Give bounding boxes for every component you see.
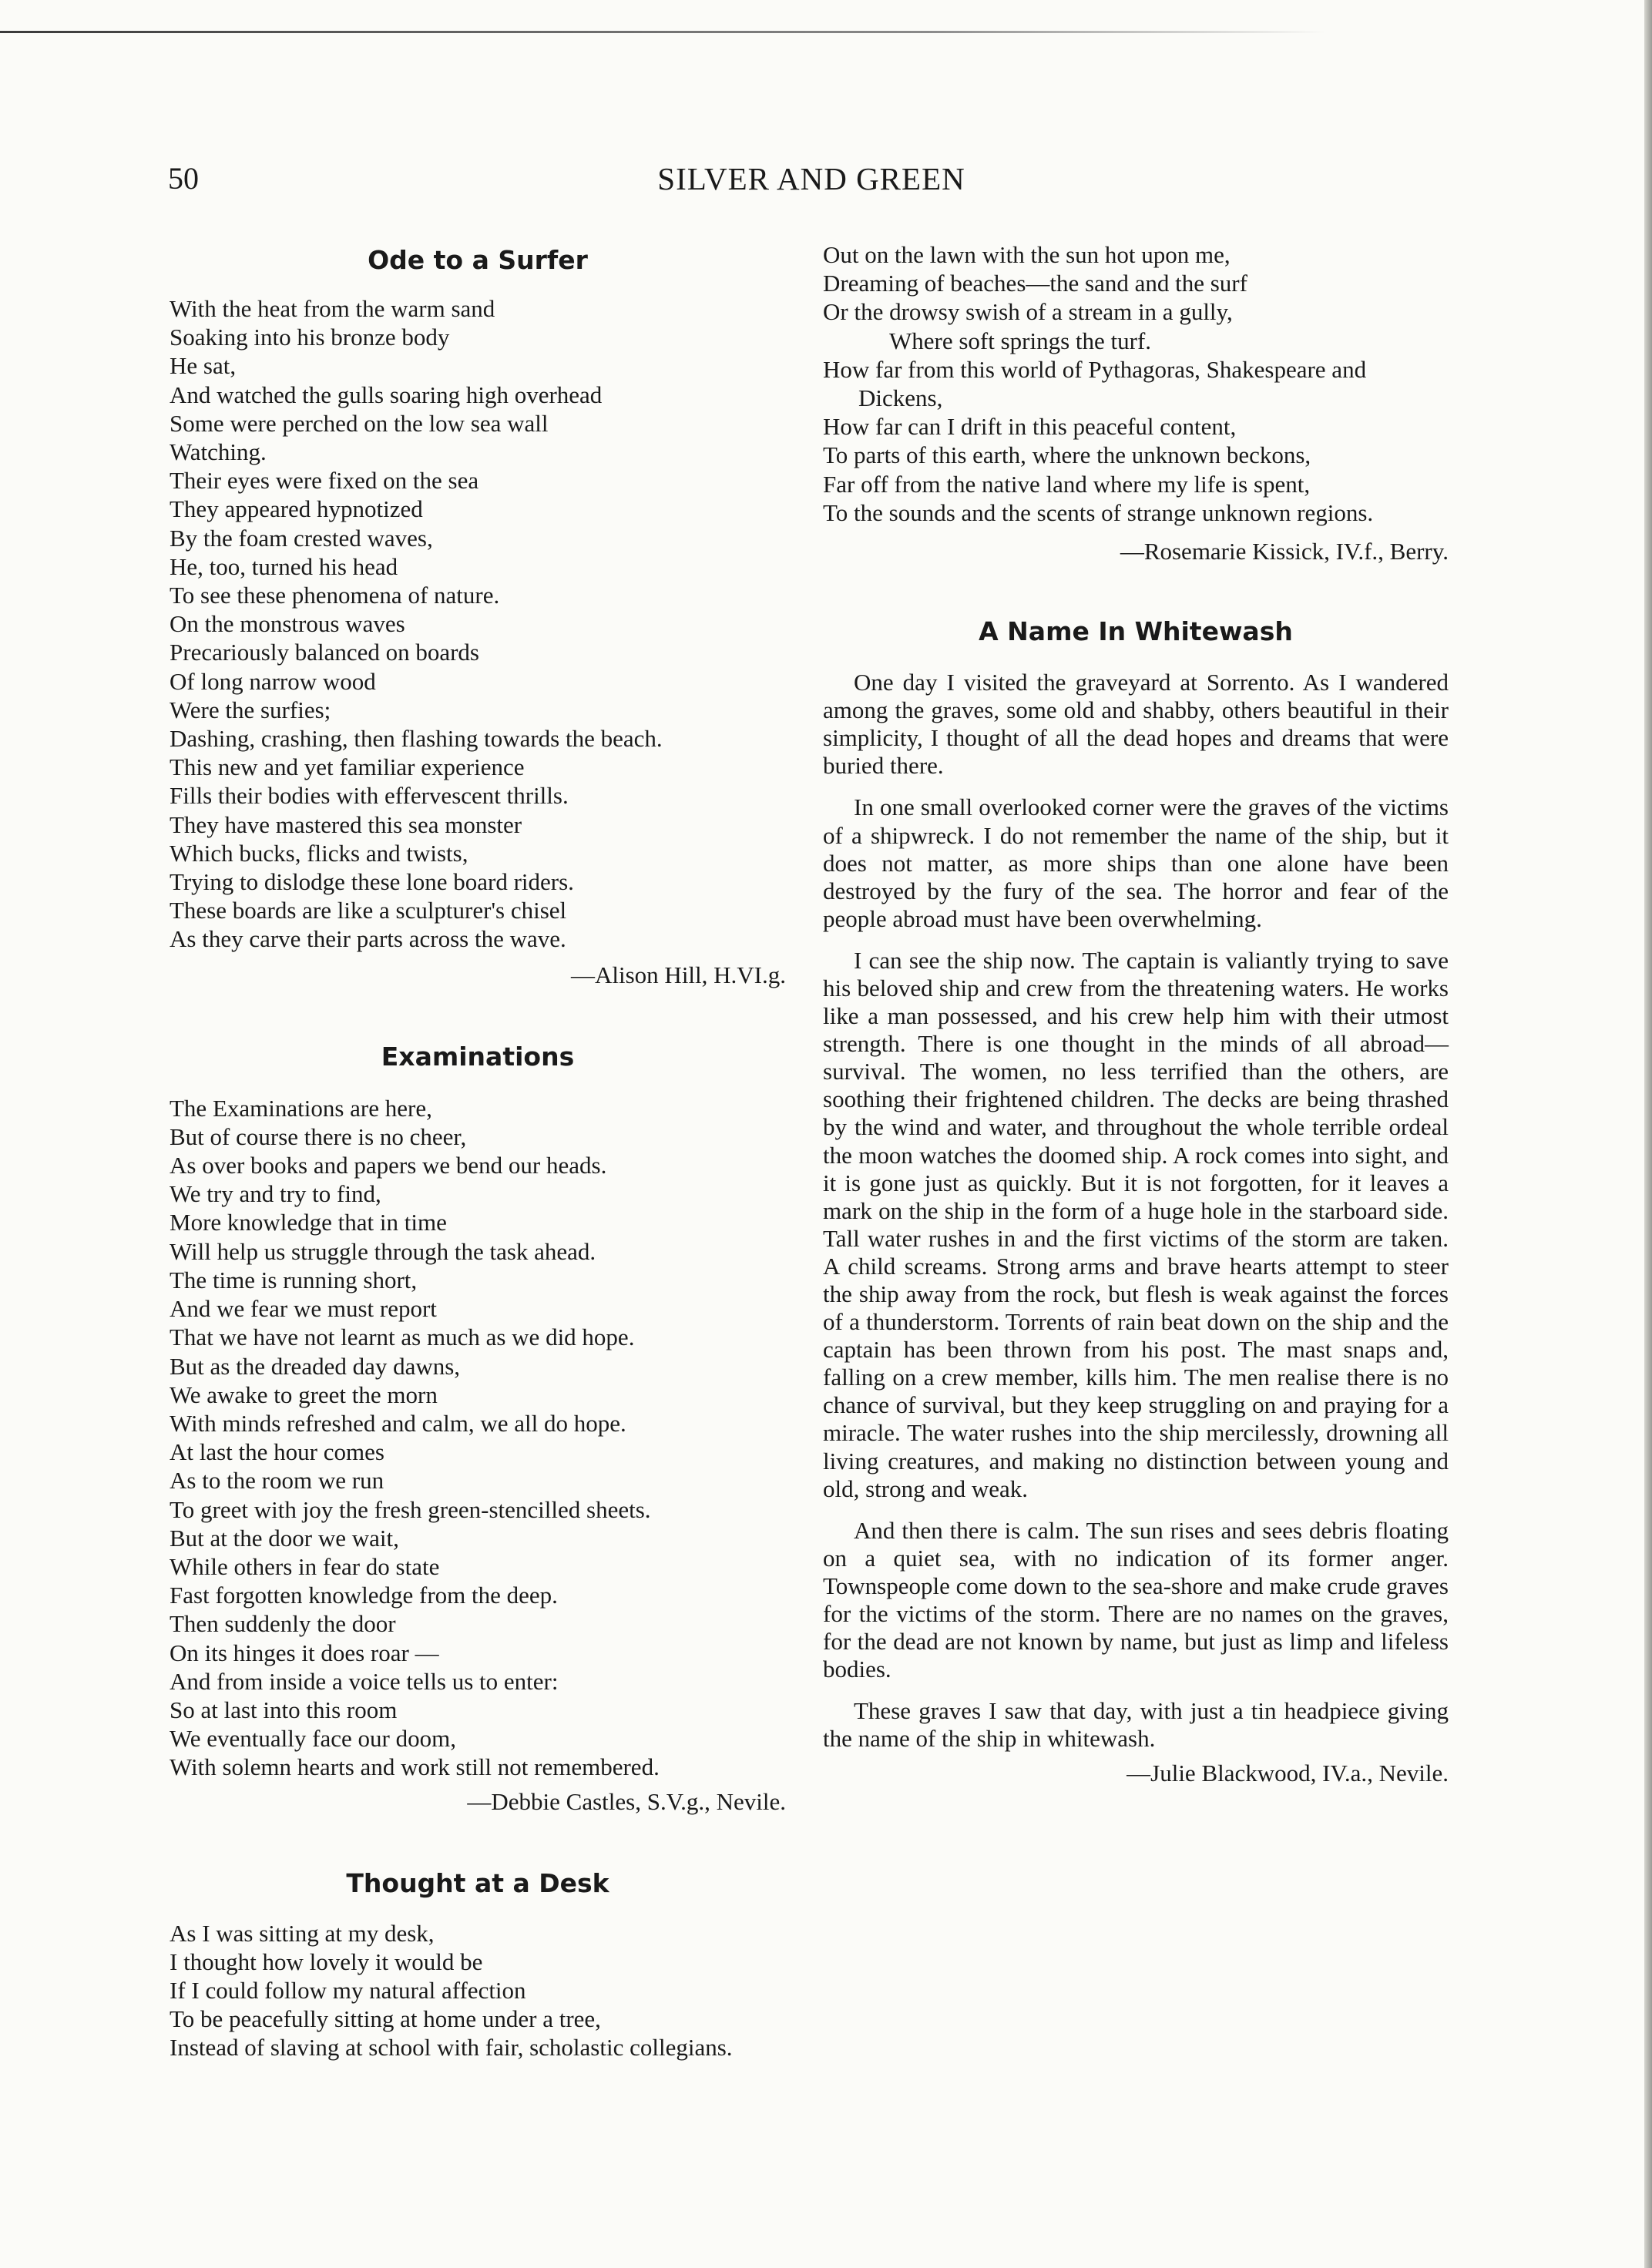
poem-line: They have mastered this sea monster — [170, 810, 522, 838]
poem-line: I thought how lovely it would be — [170, 1948, 483, 1975]
poem-line: Dreaming of beaches—the sand and the surf — [823, 270, 1247, 297]
poem-line: More knowledge that in time — [170, 1209, 447, 1236]
poem-line: On the monstrous waves — [170, 610, 405, 638]
running-head: SILVER AND GREEN — [657, 161, 965, 196]
left-column — [170, 240, 786, 2062]
poem-body — [170, 1094, 786, 1782]
poem-line: Trying to dislodge these lone board riders. — [170, 868, 574, 896]
poem-line: The time is running short, — [170, 1266, 418, 1293]
poem-line: Out on the lawn with the sun hot upon me, — [823, 241, 1231, 268]
poem-line: As over books and papers we bend our heads. — [170, 1152, 607, 1179]
poem-body — [170, 294, 786, 954]
poem-line: These boards are like a sculpturer's chisel — [170, 897, 567, 924]
poem-line: He sat, — [170, 352, 237, 380]
poem-title: Thought at a Desk — [346, 1867, 609, 1898]
poem-out-on-the-lawn — [823, 240, 1449, 567]
poem-line: If I could follow my natural affection — [170, 1976, 526, 2004]
poem-line: To parts of this earth, where the unknown beckons, — [823, 441, 1311, 469]
poem-line: The Examinations are here, — [170, 1094, 432, 1122]
poem-line: Then suddenly the door — [170, 1610, 396, 1638]
poem-line: With minds refreshed and calm, we all do hope. — [170, 1409, 626, 1437]
story-paragraph: One day I visited the graveyard at Sorrento. As I wandered among the graves, some old and shabby, others beautiful in their simplicity, I thought of all the dead hopes and dreams that were buried there. — [823, 669, 1449, 780]
story-a-name-in-whitewash — [823, 612, 1449, 1788]
poem-line: Where soft springs the turf. — [889, 327, 1152, 354]
poem-line: We eventually face our doom, — [170, 1725, 456, 1753]
poem-thought-at-a-desk — [170, 1864, 786, 2062]
poem-line: How far can I drift in this peaceful content, — [823, 413, 1237, 441]
poem-title: Examinations — [381, 1041, 575, 1072]
poem-line: To the sounds and the scents of strange unknown regions. — [823, 498, 1374, 526]
poem-line: At last the hour comes — [170, 1438, 384, 1466]
poem-title: Ode to a Surfer — [368, 245, 588, 275]
poem-examinations — [170, 1037, 786, 1817]
poem-author: —Rosemarie Kissick, IV.f., Berry. — [1120, 538, 1449, 565]
poem-line: Of long narrow wood — [170, 667, 376, 695]
poem-line: To greet with joy the fresh green-stencilled sheets. — [170, 1495, 651, 1523]
poem-line: Instead of slaving at school with fair, scholastic collegians. — [170, 2034, 733, 2062]
page-number: 50 — [168, 161, 199, 196]
story-author: —Julie Blackwood, IV.a., Nevile. — [1127, 1759, 1449, 1787]
poem-body — [170, 1919, 786, 2062]
poem-line: Far off from the native land where my life is spent, — [823, 470, 1311, 498]
poem-line: Were the surfies; — [170, 696, 331, 723]
poem-line: Fast forgotten knowledge from the deep. — [170, 1582, 558, 1609]
poem-line: To see these phenomena of nature. — [170, 582, 500, 609]
story-paragraph: And then there is calm. The sun rises and sees debris floating on a quiet sea, with no indication of its former anger. Townspeople come down to the sea-shore and make crude graves for the victims of the storm. There are no names on the graves, for the dead are not known by name, but just as limp and lifeless bodies. — [823, 1516, 1449, 1683]
story-paragraph: These graves I saw that day, with just a tin headpiece giving the name of the ship in whitewash. — [823, 1697, 1449, 1753]
poem-line: Will help us struggle through the task ahead. — [170, 1237, 596, 1265]
poem-line: As they carve their parts across the wave. — [170, 925, 566, 953]
page-header — [168, 160, 1455, 200]
poem-line: That we have not learnt as much as we did hope. — [170, 1324, 635, 1351]
poem-line: How far from this world of Pythagoras, Shakespeare and Dickens, — [823, 355, 1367, 412]
poem-line: And watched the gulls soaring high overhead — [170, 381, 603, 408]
story-title: A Name In Whitewash — [979, 616, 1293, 647]
page-right-edge — [1644, 0, 1652, 2268]
scan-top-rule — [0, 31, 1325, 33]
poem-line: While others in fear do state — [170, 1552, 440, 1580]
poem-line: Watching. — [170, 438, 267, 466]
story-paragraph: In one small overlooked corner were the graves of the victims of a shipwreck. I do not remember the name of the ship, but it does not matter, as more ships than one alone have been destroyed by the fury of the sea. The horror and fear of the people abroad must have been overwhelming. — [823, 793, 1449, 932]
poem-line: Soaking into his bronze body — [170, 324, 450, 351]
poem-line: On its hinges it does roar — — [170, 1639, 439, 1666]
poem-author: —Alison Hill, H.VI.g. — [571, 961, 786, 988]
poem-line: This new and yet familiar experience — [170, 753, 525, 781]
poem-ode-to-a-surfer — [170, 240, 786, 991]
poem-body — [823, 240, 1449, 527]
poem-line: Which bucks, flicks and twists, — [170, 839, 468, 867]
poem-line: And we fear we must report — [170, 1295, 437, 1323]
poem-line: To be peacefully sitting at home under a tree, — [170, 2005, 601, 2033]
story-paragraph: I can see the ship now. The captain is valiantly trying to save his beloved ship and crew from the threatening waters. He works like a man possessed, and his crew help him with their utmost strength. There is one thought in the minds of all abroad—survival. The women, no less terrified than the others, are soothing their frightened children. The decks are being thrashed by the wind and water, and throughout the whole terrible ordeal the moon watches the doomed ship. A rock comes into sight, and it is gone just as quickly. But it is not forgotten, for it leaves a mark on the ship in the form of a huge hole in the starboard side. Tall water rushes in and the first victims of the storm are taken. A child screams. Strong arms and brave hearts attempt to steer the ship away from the rock, but flesh is weak against the forces of a thunderstorm. Torrents of rain beat down on the ship and the captain has been thrown from his post. The mast snaps and, falling on a crew member, kills him. The men realise there is no chance of survival, but they keep struggling on and praying for a miracle. The water rushes into the ship mercilessly, drowning all living creatures, and making no distinction between young and old, strong and weak. — [823, 946, 1449, 1502]
poem-line: Or the drowsy swish of a stream in a gully, — [823, 298, 1233, 326]
poem-line: Precariously balanced on boards — [170, 639, 480, 666]
poem-line: Fills their bodies with effervescent thrills. — [170, 782, 569, 810]
poem-line: And from inside a voice tells us to enter: — [170, 1667, 559, 1695]
poem-line: As I was sitting at my desk, — [170, 1919, 435, 1947]
poem-line: We awake to greet the morn — [170, 1381, 438, 1408]
poem-line: He, too, turned his head — [170, 552, 398, 580]
right-column — [823, 240, 1449, 1789]
poem-line: By the foam crested waves, — [170, 524, 433, 552]
poem-line: With the heat from the warm sand — [170, 295, 495, 322]
poem-line: But at the door we wait, — [170, 1524, 399, 1552]
poem-line: So at last into this room — [170, 1696, 398, 1723]
poem-line: We try and try to find, — [170, 1180, 381, 1208]
poem-line: Their eyes were fixed on the sea — [170, 467, 479, 495]
poem-line: Dashing, crashing, then flashing towards the beach. — [170, 725, 663, 753]
poem-line: They appeared hypnotized — [170, 495, 423, 523]
poem-author: —Debbie Castles, S.V.g., Nevile. — [467, 1787, 786, 1815]
poem-line: With solemn hearts and work still not remembered. — [170, 1753, 660, 1781]
poem-line: But as the dreaded day dawns, — [170, 1352, 461, 1380]
poem-line: But of course there is no cheer, — [170, 1122, 467, 1150]
poem-line: Some were perched on the low sea wall — [170, 409, 549, 437]
poem-line: As to the room we run — [170, 1467, 384, 1495]
